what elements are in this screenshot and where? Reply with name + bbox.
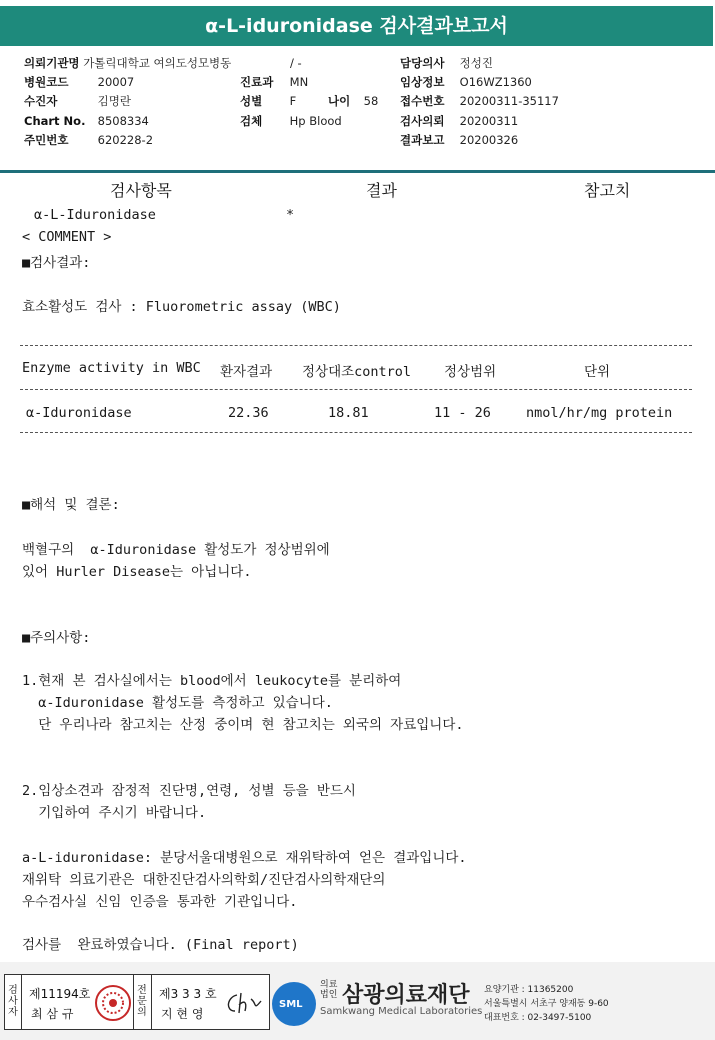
- clinical-row: [400, 73, 532, 92]
- request-value: 20200311: [459, 114, 519, 128]
- dept-label: 진료과: [240, 75, 274, 89]
- section-interp-heading: ■해석 및 결론:: [22, 497, 120, 513]
- doctor-row: [400, 54, 493, 73]
- column-reference: 참고치: [584, 181, 631, 200]
- header-divider: [0, 170, 715, 173]
- note1-line-2: α-Iduronidase 활성도를 측정하고 있습니다.: [22, 695, 333, 711]
- inspector-number: 제11194호: [29, 987, 91, 1001]
- table-cell-patient: 22.36: [228, 405, 269, 421]
- sml-logo: SML: [272, 982, 316, 1026]
- note2-line-1: 2.임상소견과 잠정적 진단명,연령, 성별 등을 반드시: [22, 783, 356, 799]
- final-report-line: 검사를 완료하였습니다. (Final report): [22, 937, 299, 953]
- table-rule-top: [20, 345, 692, 346]
- test-name: α-L-Iduronidase: [34, 207, 156, 223]
- sex-value: F: [289, 94, 297, 108]
- section-result-heading: ■검사결과:: [22, 255, 91, 271]
- specimen-row: [240, 112, 342, 131]
- clinical-value: O16WZ1360: [459, 75, 532, 89]
- column-item: 검사항목: [110, 181, 172, 200]
- table-header-control: 정상대조control: [302, 364, 412, 380]
- institution-label: 의뢰기관명: [24, 56, 80, 70]
- rrn-row: [24, 131, 153, 150]
- table-header-patient: 환자결과: [220, 364, 273, 380]
- note1-line-1: 1.현재 본 검사실에서는 blood에서 leukocyte를 분리하여: [22, 673, 402, 689]
- table-cell-unit: nmol/hr/mg protein: [526, 405, 673, 421]
- institution-row: [24, 54, 231, 73]
- table-rule-bottom: [20, 432, 692, 433]
- age-value: 58: [363, 94, 379, 108]
- org-type: 의료 법인: [320, 980, 338, 1000]
- org-address: 서울특별시 서초구 양재동 9-60: [484, 999, 609, 1009]
- specialist-number: 제3 3 3 호: [159, 987, 217, 1001]
- assay-line: 효소활성도 검사 : Fluorometric assay (WBC): [22, 299, 341, 315]
- table-cell-enzyme: α-Iduronidase: [26, 405, 132, 421]
- chart-label: Chart No.: [24, 114, 86, 128]
- age-row: [328, 92, 378, 111]
- section-notes-heading: ■주의사항:: [22, 630, 91, 646]
- request-row: [400, 112, 518, 131]
- table-header-enzyme: Enzyme activity in WBC: [22, 360, 201, 376]
- handwritten-signature: [223, 989, 263, 1017]
- patient-row: [24, 92, 131, 111]
- org-code: 요양기관 : 11365200: [484, 985, 574, 995]
- footer-line-1: a-L-iduronidase: 분당서울대병원으로 재위탁하여 얻은 결과입니다.: [22, 850, 467, 866]
- inspector-name: 최 삼 규: [31, 1007, 74, 1021]
- rrn-value: 620228-2: [97, 133, 154, 147]
- note2-line-2: 기입하여 주시기 바랍니다.: [22, 805, 207, 821]
- receipt-value: 20200311-35117: [459, 94, 559, 108]
- footer-line-3: 우수검사실 신임 인증을 통과한 기관입니다.: [22, 894, 298, 910]
- chart-row: [24, 112, 149, 131]
- request-label: 검사의뢰: [400, 114, 445, 128]
- specimen-label: 검체: [240, 114, 263, 128]
- hospcode-row: [24, 73, 134, 92]
- institution-value: 가톨릭대학교 여의도성모병동: [83, 56, 232, 70]
- table-header-unit: 단위: [584, 364, 611, 380]
- patient-label: 수진자: [24, 94, 58, 108]
- specimen-value: Hp Blood: [289, 114, 342, 128]
- column-result: 결과: [366, 181, 397, 200]
- interp-line-1: 백혈구의 α-Iduronidase 활성도가 정상범위에: [22, 542, 330, 558]
- table-cell-range: 11 - 26: [434, 405, 491, 421]
- sex-label: 성별: [240, 94, 263, 108]
- hospcode-label: 병원코드: [24, 75, 69, 89]
- table-cell-control: 18.81: [328, 405, 369, 421]
- test-result: *: [286, 207, 295, 223]
- org-tel: 대표번호 : 02-3497-5100: [484, 1013, 592, 1023]
- footer-line-2: 재위탁 의료기관은 대한진단검사의학회/진단검사의학재단의: [22, 872, 386, 888]
- patient-value: 김명란: [97, 94, 131, 108]
- dept-value: MN: [289, 75, 309, 89]
- specialist-label: 전 문 의: [137, 985, 147, 1018]
- sex-row: [240, 92, 296, 111]
- report-label: 결과보고: [400, 133, 445, 147]
- hospcode-value: 20007: [97, 75, 135, 89]
- interp-line-2: 있어 Hurler Disease는 아닙니다.: [22, 564, 252, 580]
- receipt-label: 접수번호: [400, 94, 445, 108]
- table-rule-mid: [20, 389, 692, 390]
- doctor-value: 정성진: [459, 56, 493, 70]
- table-header-range: 정상범위: [444, 364, 497, 380]
- comment-label: < COMMENT >: [22, 229, 112, 245]
- chart-value: 8508334: [97, 114, 149, 128]
- inspector-label: 검 사 자: [8, 985, 18, 1018]
- clinical-label: 임상정보: [400, 75, 445, 89]
- ward-value: / -: [290, 56, 302, 70]
- specialist-name: 지 현 영: [161, 1007, 204, 1021]
- org-english-name: Samkwang Medical Laboratories: [320, 1006, 483, 1017]
- seal-stamp: [95, 985, 131, 1021]
- receipt-row: [400, 92, 559, 111]
- note1-line-3: 단 우리나라 참고치는 산정 중이며 현 참고치는 외국의 자료입니다.: [22, 717, 464, 733]
- report-row: [400, 131, 518, 150]
- report-title: α-L-iduronidase 검사결과보고서: [0, 6, 713, 46]
- signature-box: [4, 974, 270, 1030]
- org-name: 삼광의료재단: [342, 983, 470, 1008]
- doctor-label: 담당의사: [400, 56, 445, 70]
- rrn-label: 주민번호: [24, 133, 69, 147]
- dept-row: [240, 73, 308, 92]
- age-label: 나이: [328, 94, 351, 108]
- report-value: 20200326: [459, 133, 519, 147]
